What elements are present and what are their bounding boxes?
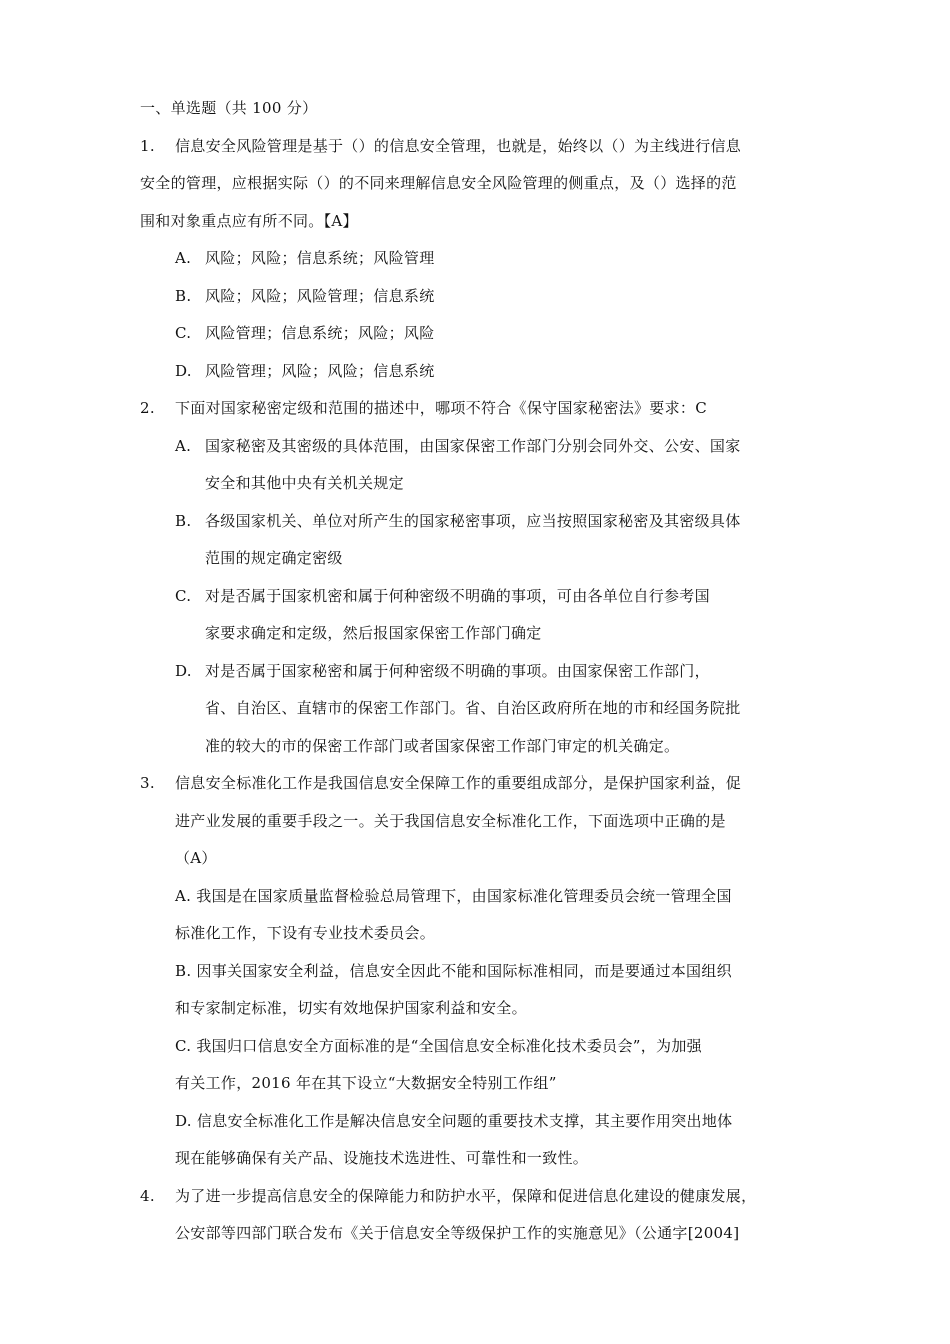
question-number: 2. (140, 399, 155, 417)
option-text: 风险管理；信息系统；风险；风险 (205, 324, 435, 342)
option-label: A. (175, 437, 192, 455)
option-text: C. 我国归口信息安全方面标准的是“全国信息安全标准化技术委员会”，为加强 (175, 1037, 702, 1055)
option-text: 风险管理；风险；风险；信息系统 (205, 362, 435, 380)
option-text: 风险；风险；风险管理；信息系统 (205, 287, 435, 305)
option-text: 范围的规定确定密级 (205, 549, 343, 567)
question-stem-line: 下面对国家秘密定级和范围的描述中，哪项不符合《保守国家秘密法》要求：C (175, 399, 707, 417)
option-text: 对是否属于国家秘密和属于何种密级不明确的事项。由国家保密工作部门， (205, 662, 710, 680)
option-label: A. (175, 249, 192, 267)
option-label: D. (175, 362, 192, 380)
section-heading: 一、单选题（共 100 分） (140, 99, 318, 117)
question-stem-line: 围和对象重点应有所不同。【A】 (140, 212, 358, 230)
question-stem-line: 进产业发展的重要手段之一。关于我国信息安全标准化工作，下面选项中正确的是 (175, 812, 726, 830)
question-stem-line: 信息安全标准化工作是我国信息安全保障工作的重要组成部分，是保护国家利益，促 (175, 774, 742, 792)
option-text: D. 信息安全标准化工作是解决信息安全问题的重要技术支撑，其主要作用突出地体 (175, 1112, 733, 1130)
question-stem-line: 信息安全风险管理是基于（）的信息安全管理，也就是，始终以（）为主线进行信息 (175, 137, 742, 155)
question-stem-line: （A） (175, 849, 217, 867)
option-text: 家要求确定和定级，然后报国家保密工作部门确定 (205, 624, 542, 642)
option-text: B. 因事关国家安全利益，信息安全因此不能和国际标准相同，而是要通过本国组织 (175, 962, 732, 980)
question-stem-line: 公安部等四部门联合发布《关于信息安全等级保护工作的实施意见》（公通字[2004] (175, 1224, 740, 1242)
option-text: 现在能够确保有关产品、设施技术选进性、可靠性和一致性。 (175, 1149, 589, 1167)
option-text: 标准化工作，下设有专业技术委员会。 (175, 924, 436, 942)
option-text: 有关工作，2016 年在其下设立“大数据安全特别工作组” (175, 1074, 557, 1092)
option-text: 国家秘密及其密级的具体范围，由国家保密工作部门分别会同外交、公安、国家 (205, 437, 741, 455)
question-stem-line: 为了进一步提高信息安全的保障能力和防护水平，保障和促进信息化建设的健康发展， (175, 1187, 757, 1205)
question-number: 4. (140, 1187, 155, 1205)
option-text: A. 我国是在国家质量监督检验总局管理下，由国家标准化管理委员会统一管理全国 (175, 887, 732, 905)
option-label: C. (175, 324, 192, 342)
option-text: 安全和其他中央有关机关规定 (205, 474, 404, 492)
option-text: 风险；风险；信息系统；风险管理 (205, 249, 435, 267)
question-number: 1. (140, 137, 155, 155)
option-label: D. (175, 662, 192, 680)
option-text: 准的较大的市的保密工作部门或者国家保密工作部门审定的机关确定。 (205, 737, 680, 755)
option-label: C. (175, 587, 192, 605)
option-text: 和专家制定标准，切实有效地保护国家利益和安全。 (175, 999, 527, 1017)
option-text: 对是否属于国家机密和属于何种密级不明确的事项，可由各单位自行参考国 (205, 587, 710, 605)
option-text: 省、自治区、直辖市的保密工作部门。省、自治区政府所在地的市和经国务院批 (205, 699, 741, 717)
question-number: 3. (140, 774, 155, 792)
option-text: 各级国家机关、单位对所产生的国家秘密事项，应当按照国家秘密及其密级具体 (205, 512, 741, 530)
question-stem-line: 安全的管理，应根据实际（）的不同来理解信息安全风险管理的侧重点，及（）选择的范 (140, 174, 737, 192)
option-label: B. (175, 287, 192, 305)
option-label: B. (175, 512, 192, 530)
